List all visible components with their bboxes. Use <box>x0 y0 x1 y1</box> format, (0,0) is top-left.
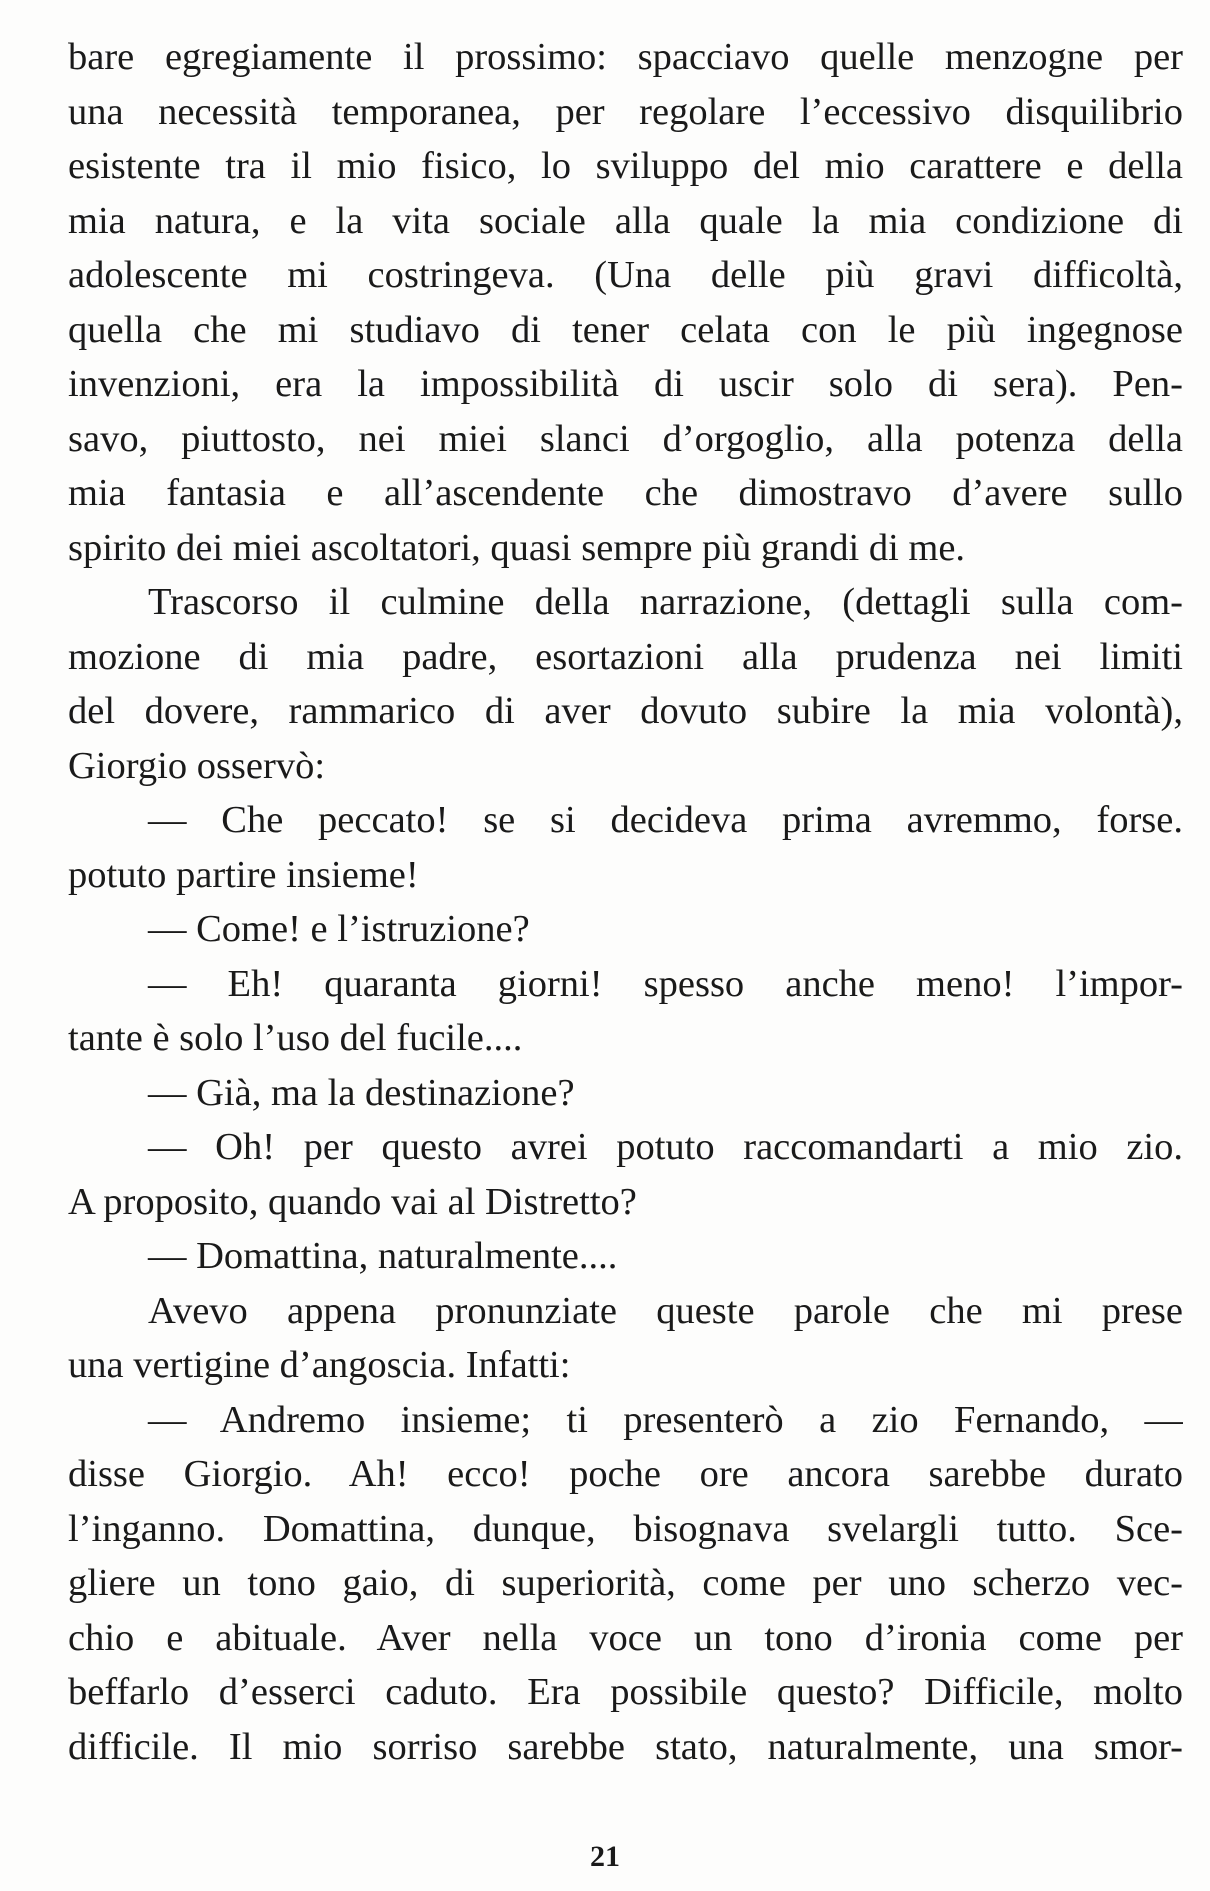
text-line: Giorgio osservò: <box>68 744 326 787</box>
text-line: invenzioni, era la impossibilità di uscir solo di sera). Pen- <box>68 363 1183 405</box>
text-line: del dovere, rammarico di aver dovuto subire la mia volontà), <box>68 690 1183 732</box>
text-line: savo, piuttosto, nei miei slanci d’orgoglio, alla potenza della <box>68 417 1183 460</box>
text-line: — Andremo insieme; ti presenterò a zio Fernando, — <box>148 1398 1183 1441</box>
text-line: potuto partire insieme! <box>68 853 419 896</box>
text-line: — Che peccato! se si decideva prima avremmo, forse. <box>148 799 1183 841</box>
text-line: — Già, ma la destinazione? <box>148 1071 575 1114</box>
text-line: una vertigine d’angoscia. Infatti: <box>68 1344 571 1386</box>
text-line: bare egregiamente il prossimo: spacciavo quelle menzogne per <box>68 36 1183 78</box>
text-line: Avevo appena pronunziate queste parole che mi prese <box>148 1289 1183 1332</box>
text-line: mia fantasia e all’ascendente che dimostravo d’avere sullo <box>68 472 1183 514</box>
text-line: — Oh! per questo avrei potuto raccomandarti a mio zio. <box>148 1126 1183 1168</box>
text-line: adolescente mi costringeva. (Una delle più gravi difficoltà, <box>68 254 1183 296</box>
text-line: una necessità temporanea, per regolare l’eccessivo disquilibrio <box>68 90 1183 133</box>
text-line: — Eh! quaranta giorni! spesso anche meno! l’impor- <box>148 962 1183 1005</box>
text-line: tante è solo l’uso del fucile.... <box>68 1017 523 1059</box>
text-line: A proposito, quando vai al Distretto? <box>68 1180 637 1223</box>
text-line: spirito dei miei ascoltatori, quasi sempre più grandi di me. <box>68 526 966 569</box>
text-line: esistente tra il mio fisico, lo sviluppo del mio carattere e della <box>68 145 1183 187</box>
text-line: l’inganno. Domattina, dunque, bisognava svelargli tutto. Sce- <box>68 1507 1183 1550</box>
text-line: difficile. Il mio sorriso sarebbe stato, naturalmente, una smor- <box>68 1725 1183 1768</box>
text-line: — Domattina, naturalmente.... <box>148 1235 618 1277</box>
text-line: — Come! e l’istruzione? <box>148 908 530 950</box>
text-line: mozione di mia padre, esortazioni alla prudenza nei limiti <box>68 635 1183 678</box>
page-number: 21 <box>590 1840 620 1873</box>
text-line: quella che mi studiavo di tener celata con le più ingegnose <box>68 308 1183 351</box>
text-line: chio e abituale. Aver nella voce un tono d’ironia come per <box>68 1616 1183 1659</box>
text-line: gliere un tono gaio, di superiorità, come per uno scherzo vec- <box>68 1562 1183 1604</box>
text-line: mia natura, e la vita sociale alla quale la mia condizione di <box>68 199 1183 242</box>
text-line: beffarlo d’esserci caduto. Era possibile questo? Difficile, molto <box>68 1671 1183 1713</box>
text-line: disse Giorgio. Ah! ecco! poche ore ancora sarebbe durato <box>68 1453 1183 1495</box>
text-line: Trascorso il culmine della narrazione, (dettagli sulla com- <box>148 581 1183 623</box>
body-text <box>68 30 1183 1774</box>
